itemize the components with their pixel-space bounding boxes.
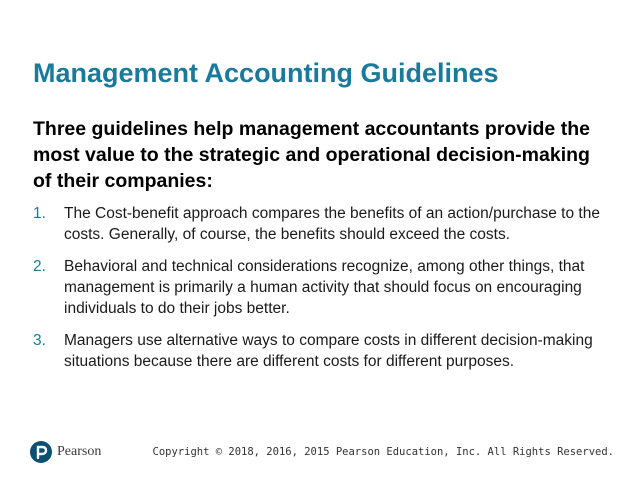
pearson-logo-icon [30, 441, 52, 463]
list-item [33, 330, 618, 372]
list-item [33, 203, 618, 245]
pearson-logo [30, 439, 101, 465]
list-item-text: The Cost-benefit approach compares the benefits of an action/purchase to the costs. Generally, of course, the benefits should exceed the costs. [64, 205, 600, 243]
slide-title: Management Accounting Guidelines [33, 58, 499, 88]
list-item-text: Behavioral and technical considerations recognize, among other things, that management is primarily a human activity that should focus on encouraging individuals to do their jobs better. [64, 258, 585, 317]
guidelines-list [33, 203, 618, 383]
intro-text: Three guidelines help management accountants provide the most value to the strategic and operational decision-making of their companies: [33, 118, 590, 192]
list-item-number: 2. [33, 258, 46, 275]
pearson-logo-text: Pearson [57, 444, 102, 459]
list-item [33, 256, 618, 319]
copyright-notice: Copyright © 2018, 2016, 2015 Pearson Education, Inc. All Rights Reserved. [152, 446, 614, 458]
list-item-number: 3. [33, 332, 46, 349]
list-item-text: Managers use alternative ways to compare costs in different decision-making situations because there are different costs for different purposes. [64, 332, 593, 370]
list-item-number: 1. [33, 205, 46, 222]
